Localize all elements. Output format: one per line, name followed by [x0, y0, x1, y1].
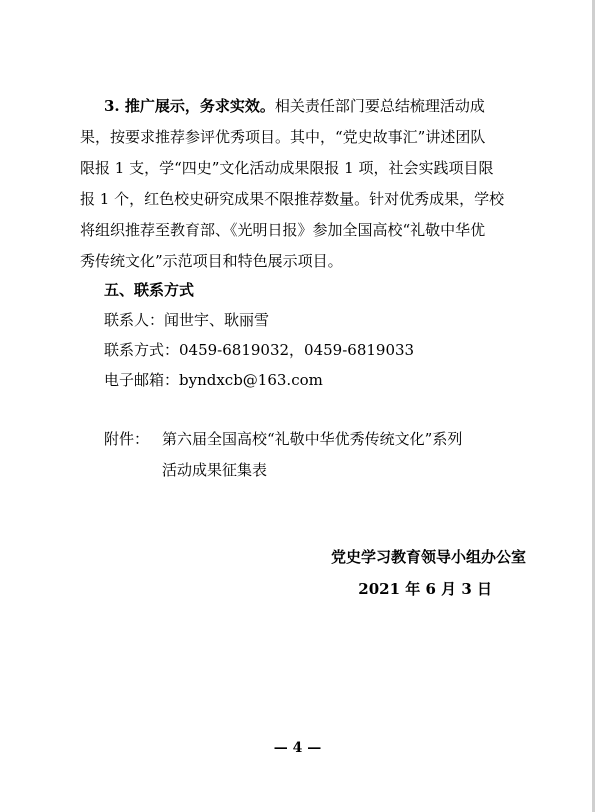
paragraph-3-line-1 [104, 96, 485, 116]
signature-office: 党史学习教育领导小组办公室 [330, 548, 526, 566]
section-5-heading: 五、联系方式 [104, 281, 195, 299]
paragraph-3-line-4: 报 1 个，红色校史研究成果不限推荐数量。针对优秀成果，学校 [80, 190, 505, 208]
attachment-title-line-2: 活动成果征集表 [162, 461, 268, 479]
paragraph-3-text: 相关责任部门要总结梳理活动成 [274, 97, 485, 115]
page-number: — 4 — [273, 740, 322, 756]
contact-email: 电子邮箱：byndxcb@163.com [104, 371, 323, 389]
attachment-title-line-1: 第六届全国高校“礼敬中华优秀传统文化”系列 [162, 430, 463, 448]
paragraph-3-line-6: 秀传统文化”示范项目和特色展示项目。 [80, 252, 343, 270]
contact-phone: 联系方式：0459-6819032，0459-6819033 [104, 341, 415, 359]
attachment-label: 附件： [104, 430, 150, 448]
contact-person: 联系人：闻世宇、耿丽雪 [104, 311, 270, 329]
paragraph-3-line-3: 限报 1 支，学“四史”文化活动成果限报 1 项，社会实践项目限 [80, 159, 494, 177]
paragraph-3-heading: 3. 推广展示，务求实效。 [104, 97, 275, 115]
paragraph-3-line-5: 将组织推荐至教育部、《光明日报》参加全国高校“礼敬中华优 [80, 221, 486, 239]
paragraph-3-line-2: 果，按要求推荐参评优秀项目。其中，“党史故事汇”讲述团队 [80, 128, 486, 146]
signature-date: 2021 年 6 月 3 日 [358, 580, 492, 598]
